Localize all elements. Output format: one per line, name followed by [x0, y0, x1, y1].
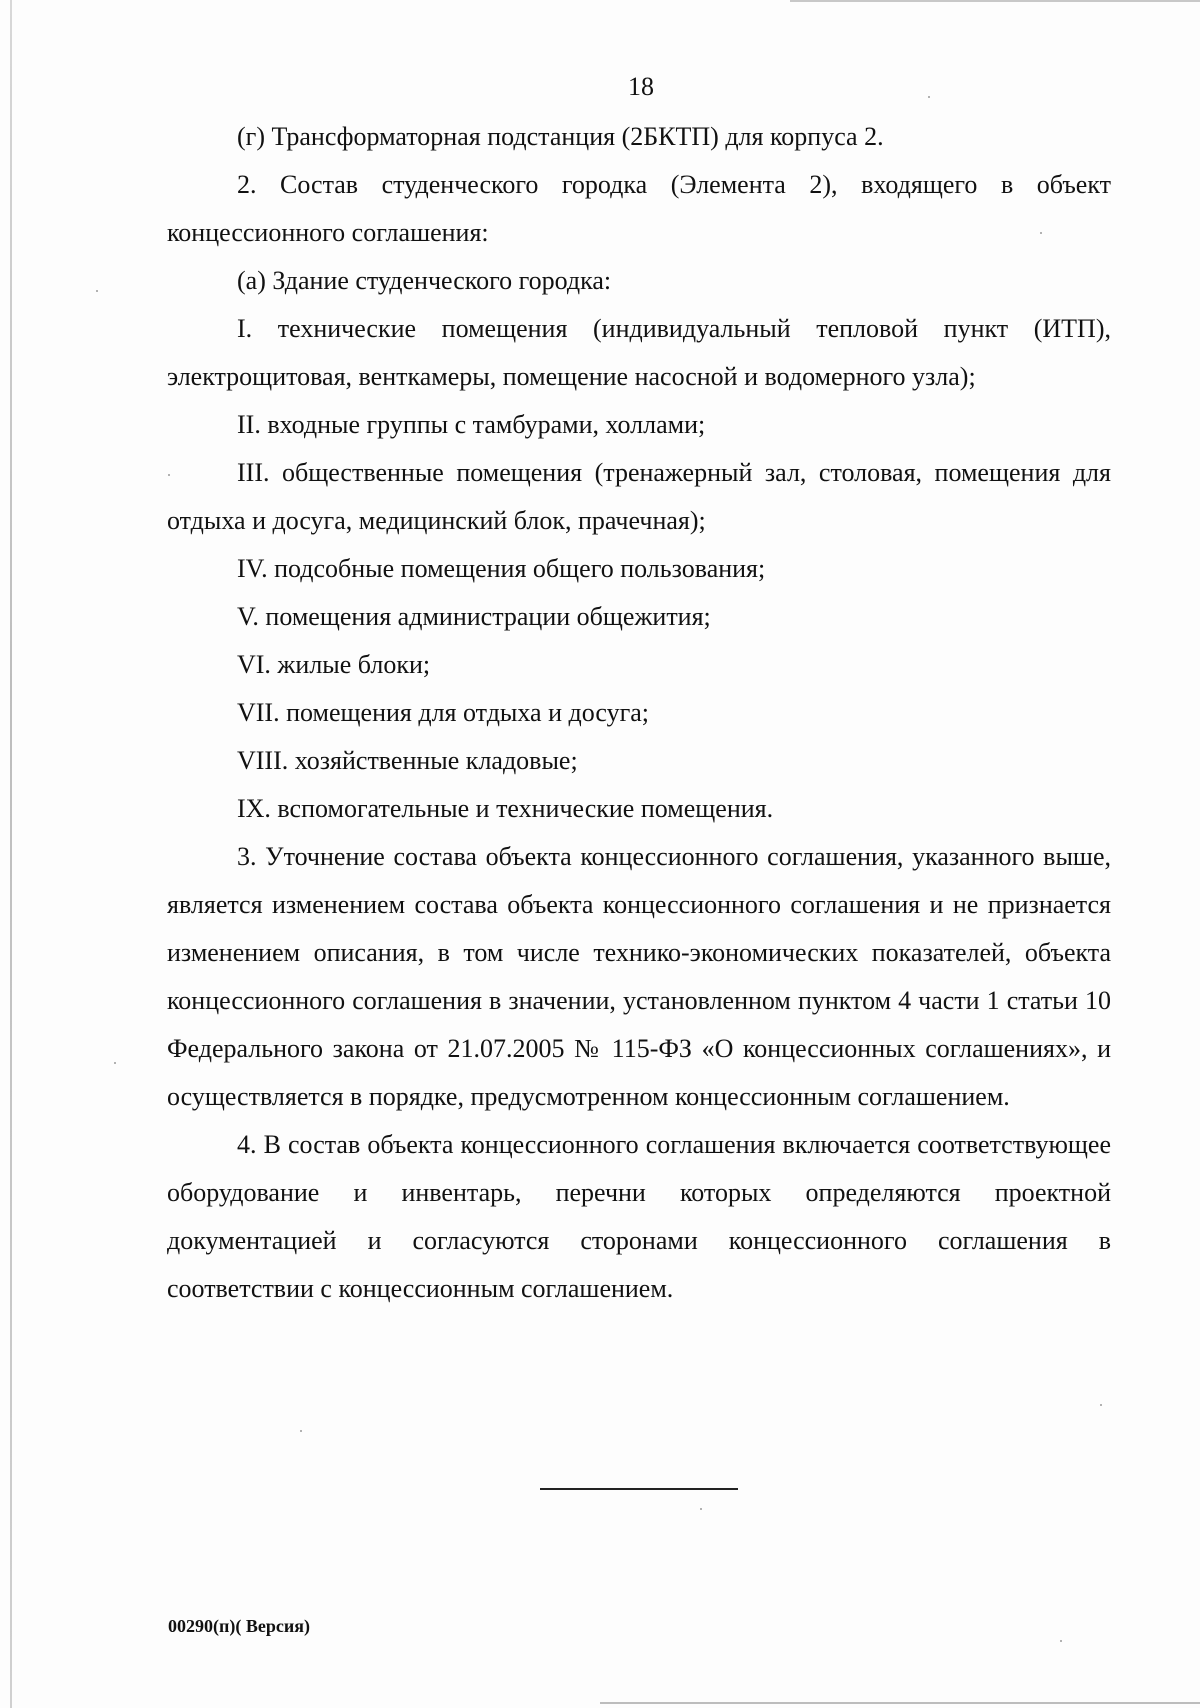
scan-edge-bottom	[600, 1702, 1200, 1704]
scan-speck	[300, 1430, 302, 1432]
paragraph-transformer-substation: (г) Трансформаторная подстанция (2БКТП) для корпуса 2.	[237, 122, 884, 151]
paragraph-equipment-inventory: 4. В состав объекта концессионного соглашения включается соответствующее оборудование и инвентарь, перечни которых определяются проектной документацией и согласуются сторонами концессионного соглашения в соответствии с концессионным соглашением.	[167, 1130, 1111, 1303]
paragraph-campus-composition: 2. Состав студенческого городка (Элемента 2), входящего в объект концессионного соглашения:	[167, 170, 1111, 247]
scan-speck	[700, 1508, 702, 1510]
scan-speck	[1100, 1404, 1102, 1406]
scan-edge-left	[10, 0, 12, 1708]
body-text	[167, 113, 1111, 1313]
list-item-administration-rooms: V. помещения администрации общежития;	[237, 602, 711, 631]
paragraph-composition-clarification: 3. Уточнение состава объекта концессионного соглашения, указанного выше, является изменением состава объекта концессионного соглашения и не признается изменением описания, в том числе технико-экономических показателей, объекта концессионного соглашения в значении, установленном пунктом 4 части 1 статьи 10 Федерального закона от 21.07.2005 № 115-ФЗ «О концессионных соглашениях», и осуществляется в порядке, предусмотренном концессионным соглашением.	[167, 842, 1111, 1111]
list-item-technical-rooms: I. технические помещения (индивидуальный тепловой пункт (ИТП), электрощитовая, венткамеры, помещение насосной и водомерного узла);	[167, 314, 1111, 391]
scan-edge-top	[790, 0, 1200, 2]
scan-speck	[168, 474, 170, 476]
scan-speck	[96, 290, 98, 292]
list-item-public-rooms: III. общественные помещения (тренажерный зал, столовая, помещения для отдыха и досуга, медицинский блок, прачечная);	[167, 458, 1111, 535]
scan-speck	[1060, 1640, 1062, 1642]
scan-speck	[1040, 232, 1042, 234]
page-number: 18	[628, 72, 654, 101]
list-item-storerooms: VIII. хозяйственные кладовые;	[237, 746, 578, 775]
scan-speck	[928, 96, 930, 98]
scan-speck	[114, 1062, 116, 1064]
list-item-leisure-rooms: VII. помещения для отдыха и досуга;	[237, 698, 650, 727]
paragraph-campus-building: (а) Здание студенческого городка:	[237, 266, 612, 295]
list-item-utility-rooms: IV. подсобные помещения общего пользования;	[237, 554, 766, 583]
list-item-living-blocks: VI. жилые блоки;	[237, 650, 431, 679]
list-item-auxiliary-rooms: IX. вспомогательные и технические помещения.	[237, 794, 774, 823]
footer-code: 00290(п)( Версия)	[168, 1616, 310, 1636]
list-item-entrance-groups: II. входные группы с тамбурами, холлами;	[237, 410, 706, 439]
end-rule	[540, 1488, 738, 1490]
